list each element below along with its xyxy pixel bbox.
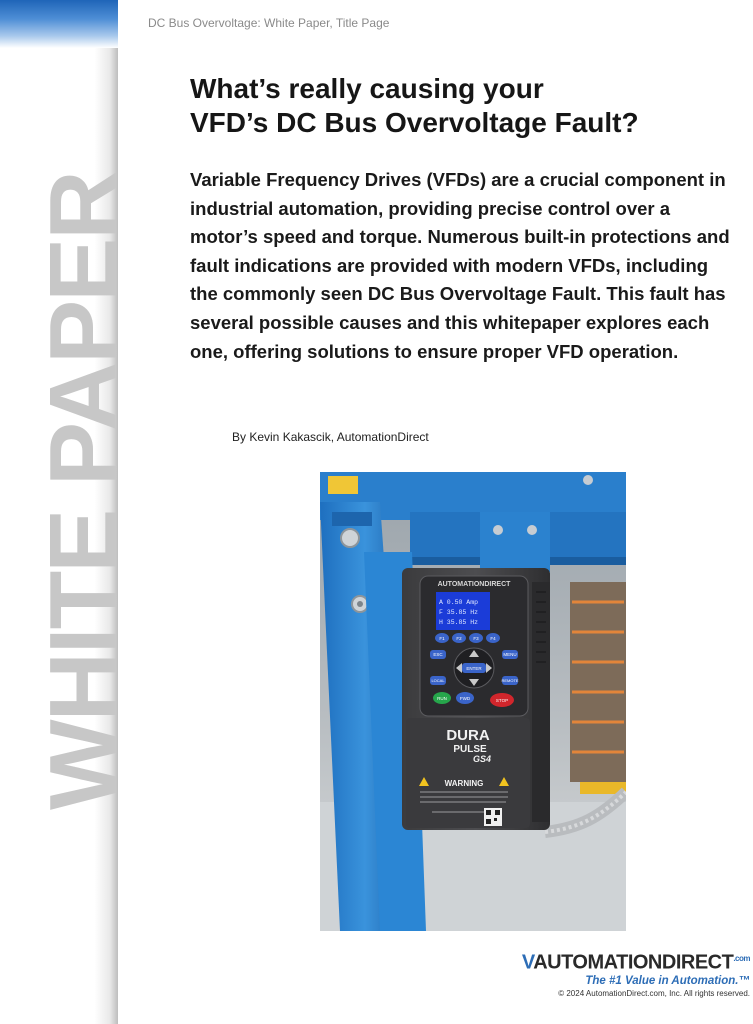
warning-label: WARNING — [444, 779, 484, 788]
brand-logo — [520, 948, 750, 974]
title-line-1: What’s really causing your — [190, 73, 544, 104]
lcd-line-2: F 35.85 Hz — [439, 609, 479, 616]
product-name-line-3: GS4 — [472, 754, 492, 764]
title-line-2: VFD’s DC Bus Overvoltage Fault? — [190, 107, 639, 138]
running-head: DC Bus Overvoltage: White Paper, Title Page — [148, 16, 390, 30]
key-run-label: RUN — [437, 696, 447, 701]
lcd-line-1: A 0.50 Amp — [439, 599, 479, 606]
key-menu-label: MENU — [503, 652, 517, 657]
product-name-line-1: DURA — [446, 727, 490, 744]
vfd-photo — [320, 472, 626, 931]
abstract: Variable Frequency Drives (VFDs) are a crucial component in industrial automation, providing precise control over a motor’s speed and torque. Numerous built-in protections and fault indications are provided with modern VFDs, including the commonly seen DC Bus Overvoltage Fault. This fault has several possible causes and this whitepaper explores each one, offering solutions to ensure proper VFD operation. — [190, 169, 730, 362]
key-enter-label: ENTER — [466, 666, 482, 671]
key-f1-label: F1 — [439, 636, 445, 641]
brand-logo-v: V — [521, 951, 534, 974]
key-f2-label: F2 — [456, 636, 462, 641]
lcd-line-3: H 35.85 Hz — [439, 619, 479, 626]
key-local-label: LOCAL — [431, 678, 445, 683]
top-accent-bar — [0, 0, 118, 48]
copyright: © 2024 AutomationDirect.com, Inc. All rights reserved. — [558, 988, 750, 998]
vfd-photo-illustration — [320, 472, 626, 931]
product-name-line-2: PULSE — [453, 744, 487, 755]
brand-tagline: The #1 Value in Automation.™ — [585, 974, 750, 987]
key-fwd-label: FWD — [459, 696, 471, 701]
key-remote-label: REMOTE — [501, 678, 519, 683]
brand-logo-text: AUTOMATIONDIRECT — [533, 951, 734, 974]
drive-brand-text: AUTOMATIONDIRECT — [437, 581, 511, 588]
footer-brand — [520, 948, 750, 1000]
key-esc-label: ESC — [433, 652, 443, 657]
key-stop-label: STOP — [495, 698, 509, 703]
side-label: WHITE PAPER — [30, 172, 137, 810]
key-f3-label: F3 — [473, 636, 479, 641]
page-title — [190, 72, 710, 140]
key-f4-label: F4 — [490, 636, 496, 641]
brand-logo-com: .com — [733, 954, 750, 963]
byline: By Kevin Kakascik, AutomationDirect — [232, 430, 429, 444]
